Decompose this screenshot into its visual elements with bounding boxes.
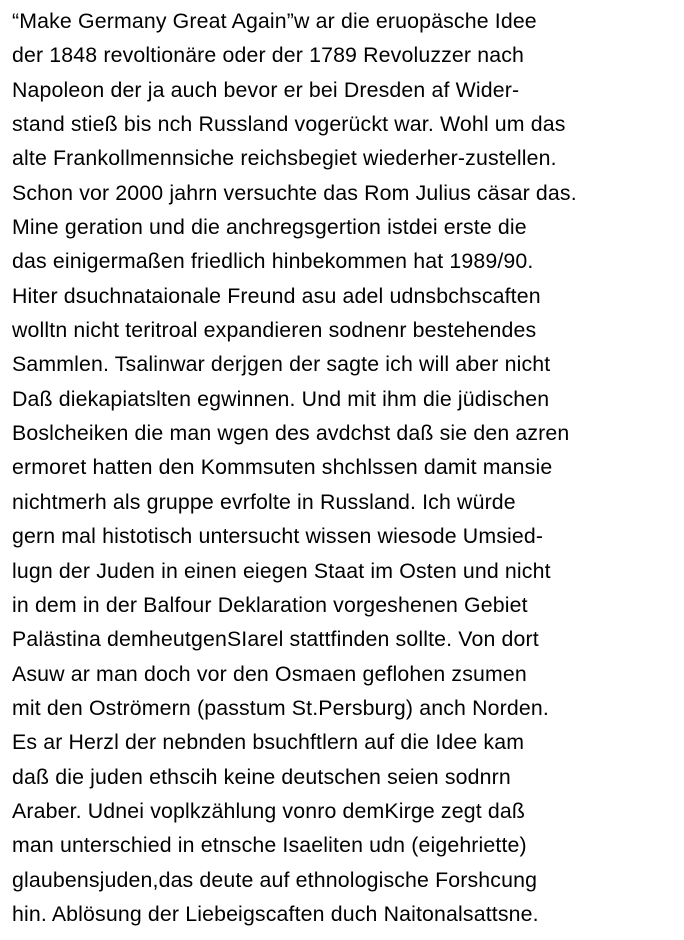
text-line: daß die juden ethscih keine deutschen seien sodnrn <box>12 764 511 789</box>
text-line: man unterschied in etnsche Isaeliten udn (eigehriette) <box>12 833 527 858</box>
text-line: nichtmerh als gruppe evrfolte in Russland. Ich würde <box>12 489 516 514</box>
text-line: mit den Oströmern (passtum St.Persburg) anch Norden. <box>12 695 549 720</box>
text-line: Boslcheiken die man wgen des avdchst daß sie den azren <box>12 421 570 446</box>
text-line: stand stieß bis nch Russland vogerückt war. Wohl um das <box>12 112 566 137</box>
text-line: alte Frankollmennsiche reichsbegiet wiederher-zustellen. <box>12 146 557 171</box>
text-line: Sammlen. Tsalinwar derjgen der sagte ich will aber nicht <box>12 352 551 377</box>
text-line: Hiter dsuchnataionale Freund asu adel udnsbchscaften <box>12 283 541 308</box>
text-line: Mine geration und die anchregsgertion istdei erste die <box>12 215 527 240</box>
text-line: glaubensjuden,das deute auf ethnologische Forshcung <box>12 867 538 892</box>
text-line: “Make Germany Great Again”w ar die eruopäsche Idee <box>12 9 537 33</box>
text-line: Daß diekapiatslten egwinnen. Und mit ihm die jüdischen <box>12 386 550 411</box>
text-line: ermoret hatten den Kommsuten shchlssen damit mansie <box>12 455 553 480</box>
text-line: Schon vor 2000 jahrn versuchte das Rom Julius cäsar das. <box>12 180 577 205</box>
text-line: Napoleon der ja auch bevor er bei Dresden af Wider- <box>12 77 520 102</box>
text-line: der 1848 revoltionäre oder der 1789 Revoluzzer nach <box>12 43 524 68</box>
text-line: gern mal histotisch untersucht wissen wiesode Umsied- <box>12 524 544 549</box>
text-line: Asuw ar man doch vor den Osmaen geflohen zsumen <box>12 661 527 686</box>
text-line: Es ar Herzl der nebnden bsuchftlern auf die Idee kam <box>12 730 525 755</box>
body-text <box>12 4 680 931</box>
text-line: wolltn nicht teritroal expandieren sodnenr bestehendes <box>12 318 537 343</box>
text-line: hin. Ablösung der Liebeigscaften duch Naitonalsattsne. <box>12 901 539 926</box>
text-line: das einigermaßen friedlich hinbekommen hat 1989/90. <box>12 249 534 274</box>
text-line: lugn der Juden in einen eiegen Staat im Osten und nicht <box>12 558 551 583</box>
text-line: Palästina demheutgenSIarel stattfinden sollte. Von dort <box>12 627 539 652</box>
text-line: Araber. Udnei voplkzählung vonro demKirge zegt daß <box>12 798 525 823</box>
text-line: in dem in der Balfour Deklaration vorgeshenen Gebiet <box>12 592 528 617</box>
